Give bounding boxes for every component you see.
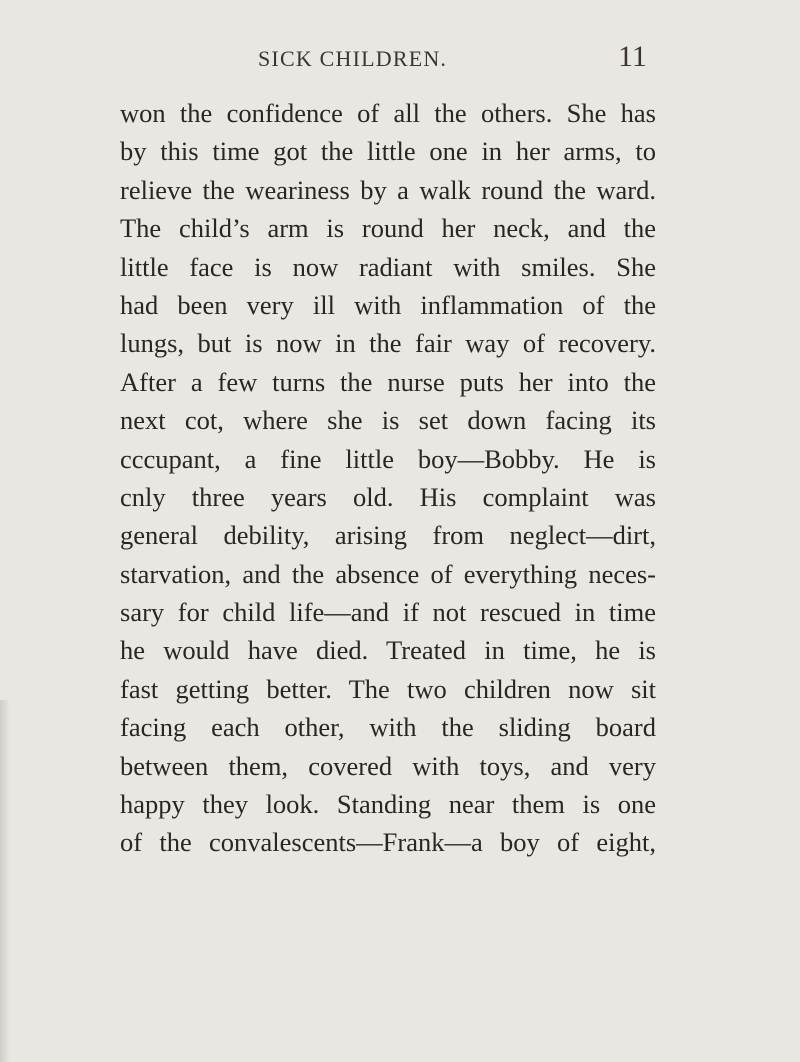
page-header bbox=[0, 40, 800, 76]
text-line: fast getting better. The two children now sit bbox=[120, 673, 656, 704]
page-edge-shadow bbox=[0, 700, 10, 1062]
body-text bbox=[120, 94, 656, 862]
text-line: little face is now radiant with smiles. She bbox=[120, 251, 656, 282]
text-line: happy they look. Standing near them is one bbox=[120, 789, 656, 820]
text-line: by this time got the little one in her arms, to bbox=[120, 136, 656, 167]
text-line: sary for child life—and if not rescued in time bbox=[120, 597, 656, 628]
text-line: relieve the weariness by a walk round the ward. bbox=[120, 174, 656, 205]
text-line: won the confidence of all the others. She has bbox=[120, 98, 656, 128]
text-line: between them, covered with toys, and very bbox=[120, 750, 656, 781]
text-line: cnly three years old. His complaint was bbox=[120, 481, 656, 512]
text-line: starvation, and the absence of everything neces- bbox=[120, 558, 656, 589]
text-line: general debility, arising from neglect—dirt, bbox=[120, 520, 656, 551]
text-line: had been very ill with inflammation of the bbox=[120, 289, 656, 320]
text-line: of the convalescents—Frank—a boy of eight, bbox=[120, 827, 656, 858]
text-line: lungs, but is now in the fair way of recovery. bbox=[120, 328, 656, 359]
text-line: facing each other, with the sliding board bbox=[120, 712, 656, 743]
text-line: After a few turns the nurse puts her into the bbox=[120, 366, 656, 397]
text-line: The child’s arm is round her neck, and the bbox=[120, 213, 656, 244]
page-number: 11 bbox=[618, 40, 647, 73]
text-line: cccupant, a fine little boy—Bobby. He is bbox=[120, 443, 656, 474]
text-line: he would have died. Treated in time, he is bbox=[120, 635, 656, 666]
running-head: SICK CHILDREN. bbox=[258, 46, 448, 71]
text-line: next cot, where she is set down facing its bbox=[120, 405, 656, 436]
